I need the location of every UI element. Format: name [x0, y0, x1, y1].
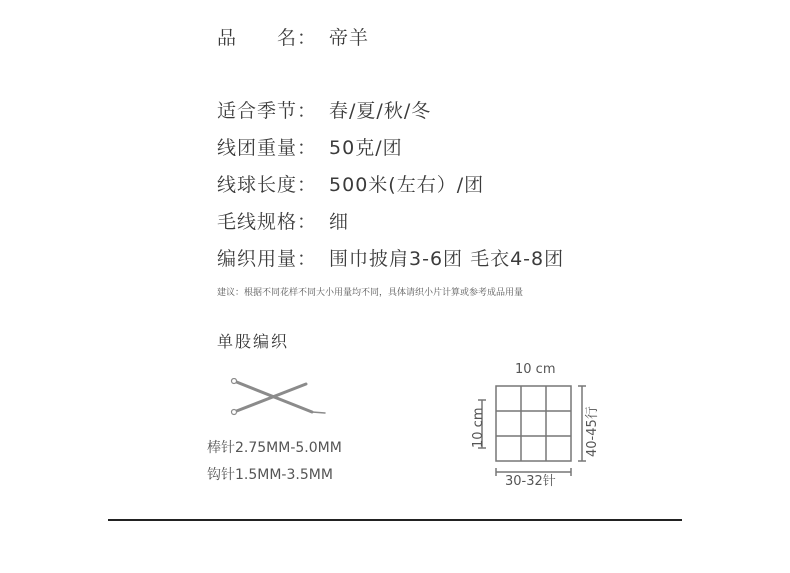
needles-icon — [228, 378, 330, 418]
knitting-needle-size: 棒针2.75MM-5.0MM — [207, 440, 342, 456]
spec-label: 线团重量： — [217, 137, 318, 159]
section-title: 单股编织 — [217, 332, 290, 351]
spec-value: 50克/团 — [329, 137, 403, 159]
spec-row-weight — [217, 136, 403, 160]
gauge-width-label: 10 cm — [515, 362, 556, 377]
spec-row-season — [217, 99, 431, 123]
spec-label: 编织用量： — [217, 248, 318, 270]
spec-value: 帝羊 — [329, 27, 370, 49]
spec-value: 500米(左右）/团 — [329, 174, 485, 196]
gauge-height-label: 10 cm — [471, 407, 486, 448]
spec-row-spec — [217, 210, 349, 234]
spec-label: 毛线规格： — [217, 211, 318, 233]
spec-row-length — [217, 173, 484, 197]
gauge-stitches-label: 30-32针 — [505, 474, 556, 489]
spec-label: 品 名： — [217, 27, 318, 49]
crochet-hook-size: 钩针1.5MM-3.5MM — [207, 467, 333, 483]
gauge-rows-label: 40-45行 — [585, 406, 600, 457]
usage-note: 建议：根据不同花样不同大小用量均不同，具体请织小片计算或参考成品用量 — [217, 288, 524, 298]
spec-row-name — [217, 26, 369, 50]
spec-label: 线球长度： — [217, 174, 318, 196]
spec-value: 细 — [329, 211, 350, 233]
spec-row-usage — [217, 247, 564, 271]
spec-label: 适合季节： — [217, 100, 318, 122]
spec-value: 春/夏/秋/冬 — [329, 100, 432, 122]
spec-value: 围巾披肩3-6团 毛衣4-8团 — [329, 248, 565, 270]
bottom-divider — [108, 519, 682, 521]
